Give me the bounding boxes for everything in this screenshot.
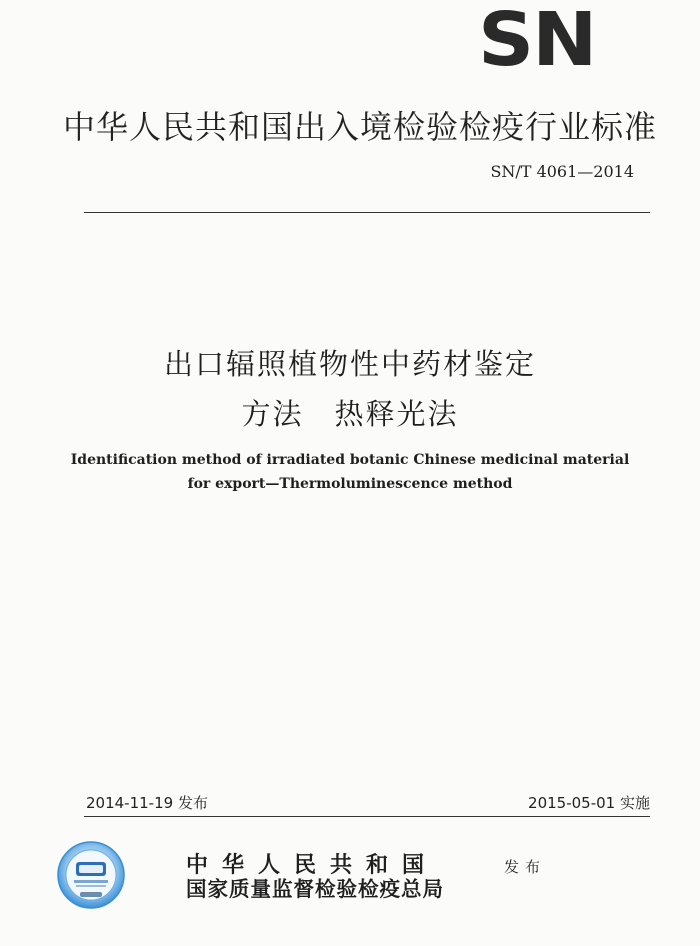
implementation-date: 2015-05-01 实施 [528, 794, 650, 812]
organization-title: 中华人民共和国出入境检验检疫行业标准 [62, 108, 657, 146]
anti-counterfeit-seal-icon [56, 840, 126, 910]
bottom-divider [84, 816, 650, 817]
document-title-cn-line1: 出口辐照植物性中药材鉴定 [163, 347, 536, 381]
issuer-name-line1: 中华人民共和国 [186, 852, 439, 878]
sn-logo: SN [478, 0, 596, 84]
document-title-en-line2: for export—Thermoluminescence method [187, 476, 513, 492]
publish-label: 发布 [504, 858, 547, 876]
issuer-name-line2: 国家质量监督检验检疫总局 [186, 877, 444, 901]
standard-code: SN/T 4061—2014 [490, 162, 634, 181]
document-title-en [0, 448, 700, 496]
document-title-en-line1: Identification method of irradiated botanic Chinese medicinal material [70, 452, 630, 468]
document-title-cn-line2: 方法 热释光法 [241, 397, 459, 431]
issue-date: 2014-11-19 发布 [86, 794, 208, 812]
top-divider [84, 212, 650, 213]
